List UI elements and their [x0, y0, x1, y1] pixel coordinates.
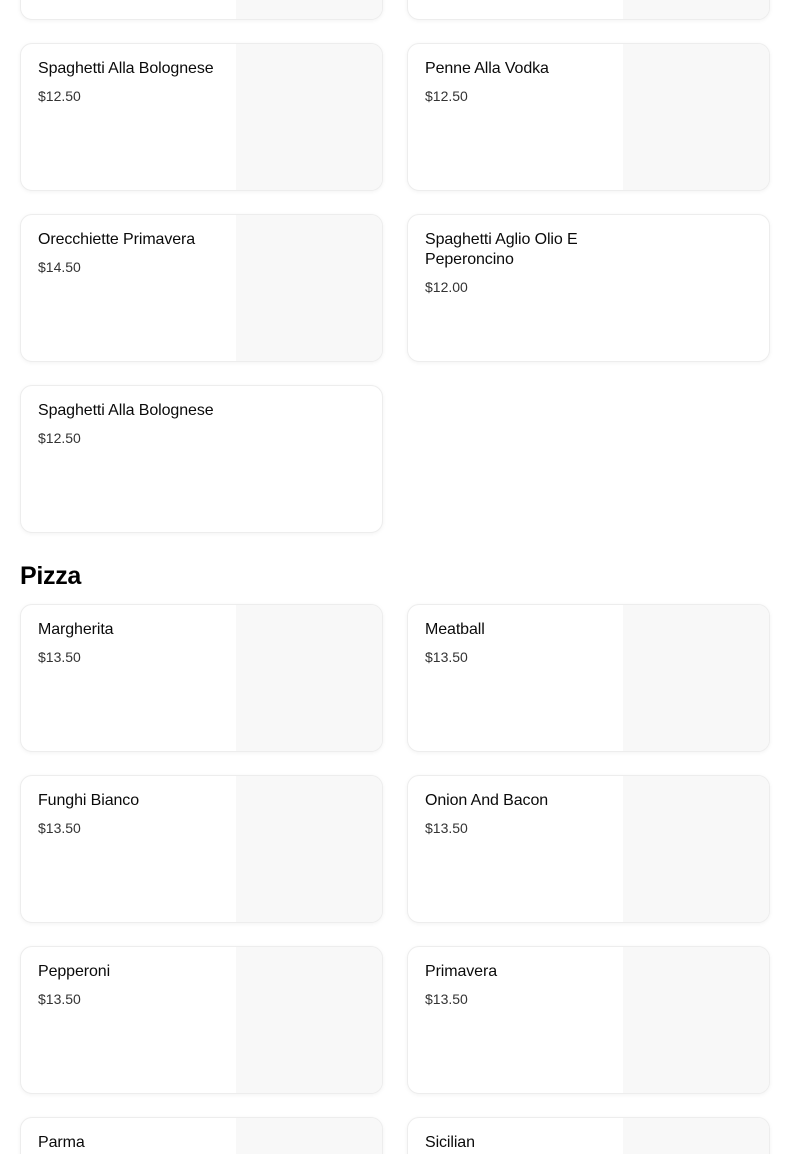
menu-item-card[interactable]: [20, 43, 383, 191]
menu-item-image-placeholder: [623, 776, 769, 922]
menu-item-grid: [20, 0, 784, 533]
menu-item-price: $13.50: [425, 991, 468, 1007]
menu-item-price: $13.50: [425, 649, 468, 665]
menu-item-image-placeholder: [236, 605, 382, 751]
menu-item-name: Penne Alla Vodka: [425, 60, 549, 77]
menu-item-name: Funghi Bianco: [38, 792, 139, 809]
menu-item-info: [408, 605, 623, 751]
menu-item-info: [21, 1118, 236, 1154]
menu-item-card[interactable]: [20, 214, 383, 362]
menu-item-name: Pepperoni: [38, 963, 111, 980]
menu-item-image-placeholder: [236, 776, 382, 922]
menu-item-card[interactable]: [407, 775, 770, 923]
menu-item-card[interactable]: [407, 1117, 770, 1154]
menu-item-image-placeholder: [236, 215, 382, 361]
menu-item-info: [21, 947, 236, 1093]
menu-item-card[interactable]: [407, 214, 770, 362]
menu-item-price: $12.50: [425, 88, 468, 104]
menu-item-card[interactable]: [20, 0, 383, 20]
menu-item-info: [408, 1118, 623, 1154]
menu-item-card[interactable]: [20, 604, 383, 752]
menu-item-image-placeholder: [236, 0, 382, 19]
menu-item-price: $13.50: [38, 820, 81, 836]
menu-item-price: $13.50: [425, 820, 468, 836]
menu-item-card[interactable]: [20, 946, 383, 1094]
menu-item-image-placeholder: [623, 0, 769, 19]
menu-item-price: $13.50: [38, 991, 81, 1007]
menu-item-image-placeholder: [623, 947, 769, 1093]
section-heading-pizza: Pizza: [20, 562, 82, 590]
menu-item-card[interactable]: [20, 775, 383, 923]
menu-item-info: [408, 215, 769, 361]
menu-item-price: $12.50: [38, 430, 81, 446]
menu-item-image-placeholder: [623, 1118, 769, 1154]
menu-section-pasta: [20, 0, 784, 533]
menu-item-name: Orecchiette Primavera: [38, 231, 196, 248]
menu-item-card[interactable]: [407, 0, 770, 20]
menu-item-name: Spaghetti Aglio Olio E Peperoncino: [425, 231, 578, 268]
menu-item-info: [21, 215, 236, 361]
menu-item-image-placeholder: [236, 44, 382, 190]
menu-item-card[interactable]: [20, 1117, 383, 1154]
menu-item-name: Onion And Bacon: [425, 792, 549, 809]
menu-item-card[interactable]: [20, 385, 383, 533]
menu-item-image-placeholder: [623, 605, 769, 751]
menu-item-name: Spaghetti Alla Bolognese: [38, 60, 214, 77]
menu-item-info: [408, 776, 623, 922]
menu-item-image-placeholder: [623, 44, 769, 190]
menu-item-info: [21, 0, 236, 19]
menu-item-info: [21, 44, 236, 190]
menu-item-grid: [20, 604, 784, 1154]
menu-item-price: $12.00: [425, 279, 468, 295]
menu-item-price: $12.50: [38, 88, 81, 104]
menu-item-info: [21, 776, 236, 922]
menu-section-pizza: [20, 561, 784, 1154]
menu-item-info: [408, 947, 623, 1093]
menu-item-price: $14.50: [38, 259, 81, 275]
menu-item-card[interactable]: [407, 946, 770, 1094]
menu-item-info: [21, 386, 382, 532]
menu-item-image-placeholder: [236, 1118, 382, 1154]
menu-item-name: Primavera: [425, 963, 498, 980]
menu-item-card[interactable]: [407, 43, 770, 191]
menu-item-info: [21, 605, 236, 751]
menu-item-name: Sicilian: [425, 1134, 475, 1151]
menu-item-name: Spaghetti Alla Bolognese: [38, 402, 214, 419]
menu-item-name: Parma: [38, 1134, 85, 1151]
menu-item-info: [408, 0, 623, 19]
menu-item-info: [408, 44, 623, 190]
menu-item-name: Margherita: [38, 621, 114, 638]
menu-item-card[interactable]: [407, 604, 770, 752]
menu-item-price: $13.50: [38, 649, 81, 665]
menu-item-image-placeholder: [236, 947, 382, 1093]
menu-item-name: Meatball: [425, 621, 485, 638]
